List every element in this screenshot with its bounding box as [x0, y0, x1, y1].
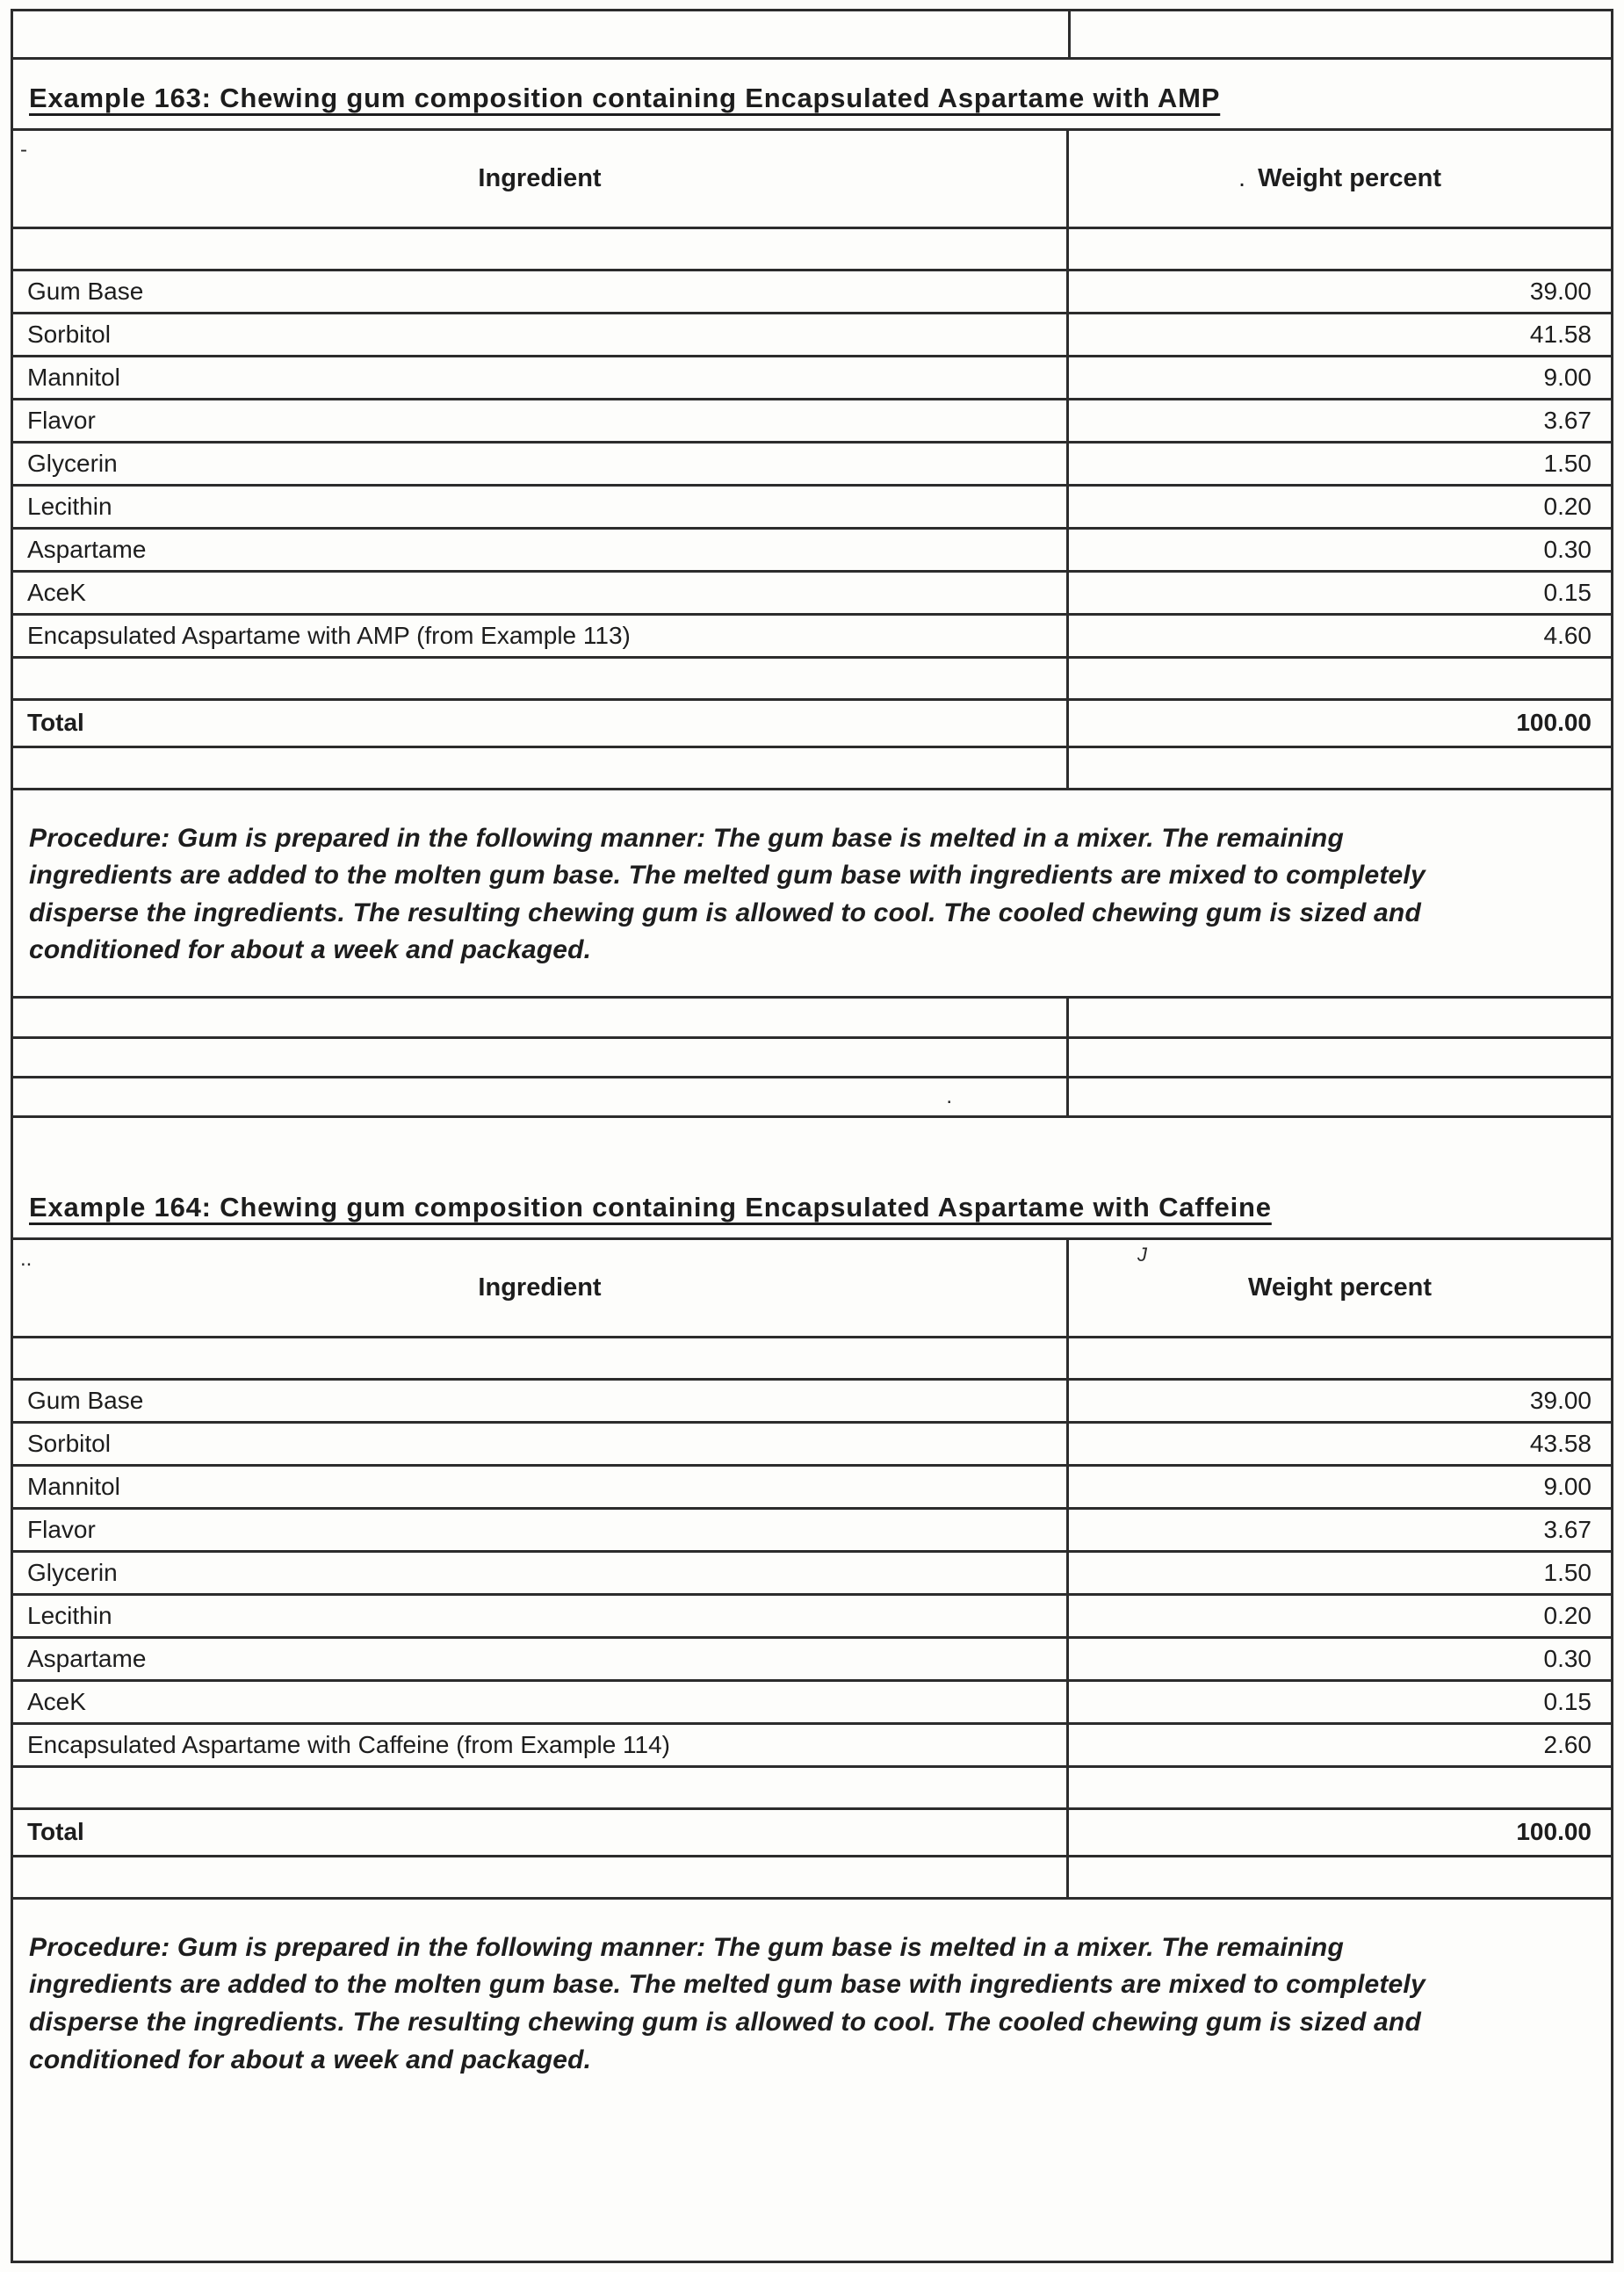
weight-cell: 1.50 — [1068, 442, 1611, 485]
weight-cell: 0.20 — [1068, 1594, 1611, 1637]
ingredient-cell: Encapsulated Aspartame with AMP (from Example 113) — [13, 614, 1068, 657]
weight-cell: 0.30 — [1068, 1637, 1611, 1680]
table-row — [13, 1422, 1611, 1465]
weight-percent-header: Weight percent — [1258, 163, 1442, 192]
ingredient-cell: Glycerin — [13, 442, 1068, 485]
table-row — [13, 313, 1611, 356]
table-row — [13, 1680, 1611, 1723]
table-row — [13, 485, 1611, 528]
scan-artifact-dot: . — [13, 1078, 1068, 1117]
table-row — [13, 1551, 1611, 1594]
empty-row — [13, 1856, 1611, 1898]
table-row — [13, 528, 1611, 571]
table-row — [13, 1594, 1611, 1637]
column-divider — [1068, 11, 1071, 57]
ingredient-cell: Flavor — [13, 399, 1068, 442]
section-title: Example 164: Chewing gum composition containing Encapsulated Aspartame with Caffeine — [29, 1192, 1272, 1223]
empty-row — [13, 657, 1611, 699]
total-row — [13, 1808, 1611, 1856]
table-row — [13, 614, 1611, 657]
ingredient-header: Ingredient — [478, 1273, 602, 1302]
weight-percent-header-cell — [1068, 131, 1611, 227]
ingredient-cell: Sorbitol — [13, 313, 1068, 356]
table-row — [13, 399, 1611, 442]
ingredient-cell: Mannitol — [13, 1465, 1068, 1508]
example-163-section — [13, 60, 1611, 1118]
example-164-heading-block — [13, 1118, 1611, 1240]
procedure-paragraph: Procedure: Gum is prepared in the following manner: The gum base is melted in a mixer. The remaining ingredients are added to the molten gum base. The melted gum base with ingredients are mixed to completely disperse the ingredients. The resulting chewing gum is allowed to cool. The cooled chewing gum is sized and conditioned for about a week and packaged. — [13, 790, 1611, 999]
table-row — [13, 1723, 1611, 1766]
total-value: 100.00 — [1068, 699, 1611, 747]
ingredients-table-164 — [13, 1240, 1611, 1900]
empty-row — [13, 1766, 1611, 1808]
ingredient-cell: AceK — [13, 571, 1068, 614]
weight-percent-header-cell — [1068, 1240, 1611, 1337]
weight-cell: 3.67 — [1068, 399, 1611, 442]
ingredient-cell: Gum Base — [13, 270, 1068, 313]
top-partial-row — [13, 11, 1611, 60]
weight-cell: 39.00 — [1068, 1379, 1611, 1422]
ingredient-header-cell — [13, 131, 1068, 227]
weight-cell: 39.00 — [1068, 270, 1611, 313]
empty-row — [13, 1337, 1611, 1379]
page-frame — [11, 9, 1613, 2263]
total-label: Total — [13, 1808, 1068, 1856]
weight-cell: 0.30 — [1068, 528, 1611, 571]
ingredient-header: Ingredient — [478, 163, 602, 192]
empty-row — [13, 999, 1611, 1038]
table-row — [13, 1379, 1611, 1422]
weight-percent-header: Weight percent — [1248, 1273, 1432, 1302]
ingredient-header-cell — [13, 1240, 1068, 1337]
table-row — [13, 1508, 1611, 1551]
table-row — [13, 442, 1611, 485]
weight-cell: 3.67 — [1068, 1508, 1611, 1551]
ingredient-cell: Aspartame — [13, 528, 1068, 571]
ingredient-cell: Encapsulated Aspartame with Caffeine (from Example 114) — [13, 1723, 1068, 1766]
empty-row — [13, 1078, 1611, 1117]
weight-cell: 41.58 — [1068, 313, 1611, 356]
weight-cell: 2.60 — [1068, 1723, 1611, 1766]
empty-row — [13, 747, 1611, 789]
ingredients-table-163 — [13, 131, 1611, 790]
scan-artifact-mark: .. — [20, 1247, 32, 1272]
weight-cell: 43.58 — [1068, 1422, 1611, 1465]
procedure-paragraph: Procedure: Gum is prepared in the following manner: The gum base is melted in a mixer. The remaining ingredients are added to the molten gum base. The melted gum base with ingredients are mixed to completely disperse the ingredients. The resulting chewing gum is allowed to cool. The cooled chewing gum is sized and conditioned for about a week and packaged. — [29, 1932, 1426, 2074]
table-header-row — [13, 1240, 1611, 1337]
example-163-heading-block — [13, 60, 1611, 131]
weight-cell: 0.15 — [1068, 571, 1611, 614]
ingredient-cell: AceK — [13, 1680, 1068, 1723]
empty-row — [13, 1038, 1611, 1078]
example-164-section — [13, 1118, 1611, 2105]
table-row — [13, 270, 1611, 313]
ingredient-cell: Sorbitol — [13, 1422, 1068, 1465]
ingredient-cell: Lecithin — [13, 1594, 1068, 1637]
ingredient-cell: Gum Base — [13, 1379, 1068, 1422]
weight-cell: 9.00 — [1068, 356, 1611, 399]
table-row — [13, 571, 1611, 614]
scan-artifact-dot: . — [1238, 163, 1246, 192]
weight-cell: 1.50 — [1068, 1551, 1611, 1594]
ingredient-cell: Lecithin — [13, 485, 1068, 528]
total-row — [13, 699, 1611, 747]
weight-cell: 0.20 — [1068, 485, 1611, 528]
section-title: Example 163: Chewing gum composition containing Encapsulated Aspartame with AMP — [29, 83, 1221, 113]
table-header-row — [13, 131, 1611, 227]
ingredient-cell: Flavor — [13, 1508, 1068, 1551]
empty-row — [13, 227, 1611, 270]
table-row — [13, 356, 1611, 399]
scan-artifact-mark: - — [20, 138, 27, 162]
weight-cell: 4.60 — [1068, 614, 1611, 657]
ingredient-cell: Mannitol — [13, 356, 1068, 399]
spacer-rows — [13, 999, 1611, 1119]
table-row — [13, 1637, 1611, 1680]
scan-artifact-mark: J — [1137, 1244, 1148, 1266]
weight-cell: 9.00 — [1068, 1465, 1611, 1508]
ingredient-cell: Glycerin — [13, 1551, 1068, 1594]
total-label: Total — [13, 699, 1068, 747]
total-value: 100.00 — [1068, 1808, 1611, 1856]
table-row — [13, 1465, 1611, 1508]
ingredient-cell: Aspartame — [13, 1637, 1068, 1680]
weight-cell: 0.15 — [1068, 1680, 1611, 1723]
